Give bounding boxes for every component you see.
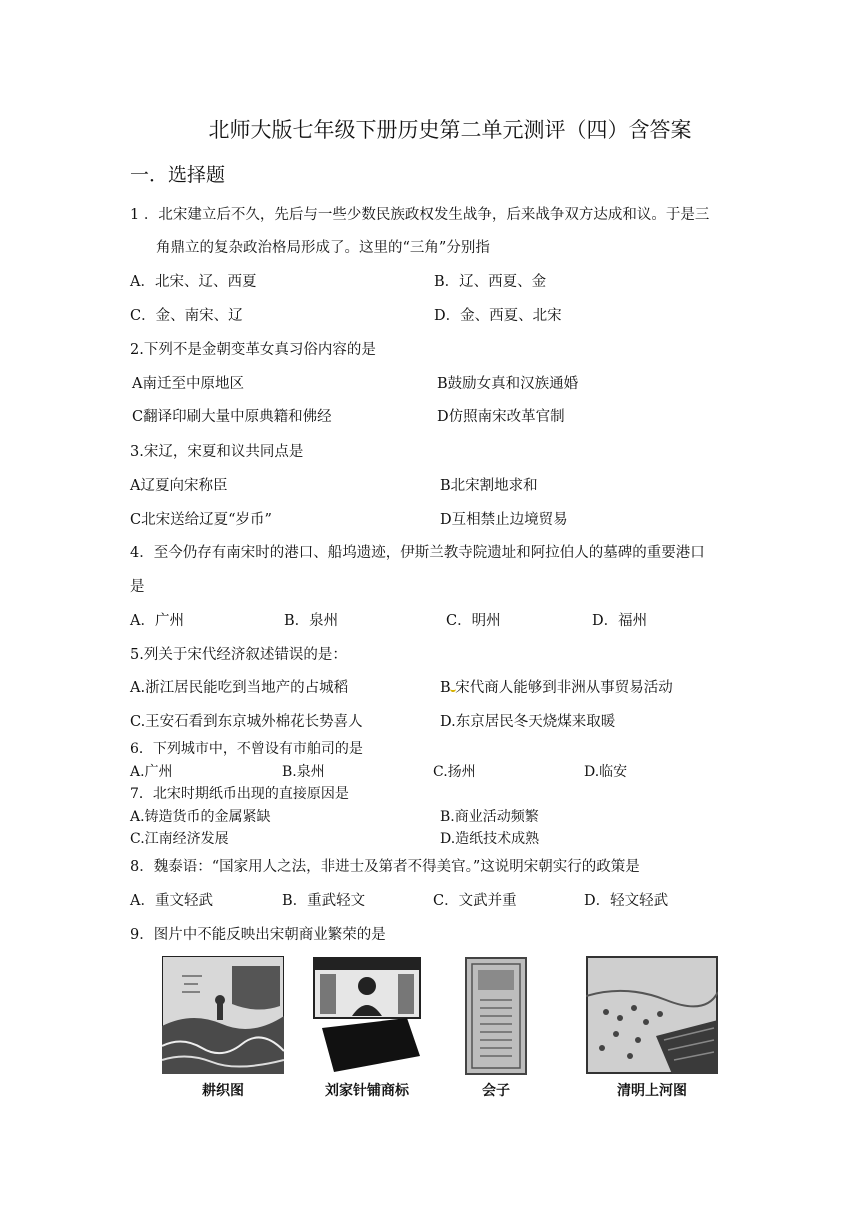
question-2-stem: 2.下列不是金朝变革女真习俗内容的是 xyxy=(130,342,376,358)
question-7-option-a: A.铸造货币的金属紧缺 xyxy=(130,809,271,825)
question-8-option-a: A．重文轻武 xyxy=(130,893,213,909)
caption-farming-weaving: 耕织图 xyxy=(202,1083,244,1099)
page-title: 北师大版七年级下册历史第二单元测评（四）含答案 xyxy=(208,118,692,142)
question-8-option-c: C．文武并重 xyxy=(433,893,517,909)
question-1-option-b: B．辽、西夏、金 xyxy=(434,274,547,290)
question-5-option-c: C.王安石看到东京城外棉花长势喜人 xyxy=(130,714,363,730)
caption-liu-needle-shop: 刘家针铺商标 xyxy=(325,1083,409,1099)
question-2-option-d: D仿照南宋改革官制 xyxy=(437,409,565,425)
picture-huizi-paper-money xyxy=(464,956,528,1076)
question-1-stem-line2: 角鼎立的复杂政治格局形成了。这里的“三角”分别指 xyxy=(156,240,490,256)
question-4-option-d: D．福州 xyxy=(592,613,648,629)
question-7-option-c: C.江南经济发展 xyxy=(130,831,229,847)
question-6-option-c: C.扬州 xyxy=(433,764,476,780)
picture-liu-needle-shop-trademark xyxy=(312,956,422,1074)
question-6-option-d: D.临安 xyxy=(584,764,628,780)
question-2-option-a: A南迁至中原地区 xyxy=(132,376,244,392)
picture-qingming-scroll xyxy=(586,956,718,1074)
picture-farming-weaving xyxy=(162,956,284,1074)
question-6-option-a: A.广州 xyxy=(130,764,173,780)
question-1-option-a: A．北宋、辽、西夏 xyxy=(130,274,257,290)
question-5-option-d: D.东京居民冬天烧煤来取暖 xyxy=(440,714,616,730)
question-5-option-b: B.宋代商人能够到非洲从事贸易活动 xyxy=(440,680,673,696)
question-4-option-c: C．明州 xyxy=(446,613,501,629)
question-7-option-d: D.造纸技术成熟 xyxy=(440,831,540,847)
question-8-option-b: B．重武轻文 xyxy=(282,893,366,909)
question-5-stem: 5.列关于宋代经济叙述错误的是： xyxy=(130,647,347,663)
question-4-option-b: B．泉州 xyxy=(284,613,339,629)
question-3-option-b: B北宋割地求和 xyxy=(440,478,538,494)
question-3-stem: 3.宋辽，宋夏和议共同点是 xyxy=(130,444,304,460)
question-8-stem: 8．魏泰语：“国家用人之法，非进士及第者不得美官。”这说明宋朝实行的政策是 xyxy=(130,859,640,875)
question-9-stem: 9．图片中不能反映出宋朝商业繁荣的是 xyxy=(130,927,386,943)
question-3-option-a: A辽夏向宋称臣 xyxy=(130,478,228,494)
question-6-option-b: B.泉州 xyxy=(282,764,325,780)
question-7-stem: 7．北宋时期纸币出现的直接原因是 xyxy=(130,786,349,802)
question-4-stem-line1: 4．至今仍存有南宋时的港口、船坞遗迹，伊斯兰教寺院遗址和阿拉伯人的墓碑的重要港口 xyxy=(130,545,705,561)
question-1-stem-line1: 1 ．北宋建立后不久，先后与一些少数民族政权发生战争，后来战争双方达成和议。于是三 xyxy=(130,207,710,223)
question-1-option-d: D．金、西夏、北宋 xyxy=(434,308,562,324)
caption-qingming: 清明上河图 xyxy=(617,1083,687,1099)
section-heading: 一．选择题 xyxy=(130,164,226,186)
caption-huizi: 会子 xyxy=(482,1083,510,1099)
question-7-option-b: B.商业活动频繁 xyxy=(440,809,539,825)
question-6-stem: 6．下列城市中，不曾设有市舶司的是 xyxy=(130,741,363,757)
question-2-option-c: C翻译印刷大量中原典籍和佛经 xyxy=(132,409,332,425)
question-2-option-b: B鼓励女真和汉族通婚 xyxy=(437,376,579,392)
question-4-option-a: A．广州 xyxy=(130,613,184,629)
question-3-option-c: C北宋送给辽夏“岁币” xyxy=(130,512,272,528)
question-1-option-c: C．金、南宋、辽 xyxy=(130,308,243,324)
question-4-stem-line2: 是 xyxy=(130,579,145,595)
question-5-option-a: A.浙江居民能吃到当地产的占城稻 xyxy=(130,680,349,696)
question-8-option-d: D．轻文轻武 xyxy=(584,893,669,909)
highlight-mark xyxy=(450,686,456,692)
question-3-option-d: D互相禁止边境贸易 xyxy=(440,512,568,528)
